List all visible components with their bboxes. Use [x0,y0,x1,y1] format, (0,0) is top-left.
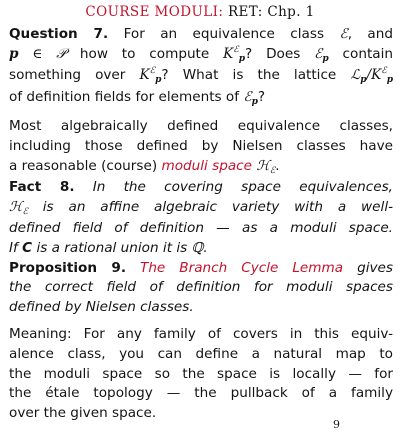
slide-header [0,4,400,20]
page-number: 9 [333,418,340,431]
proposition-9-text: defined by Nielsen classes. [9,298,194,315]
math-k-e-p: $K^ℰ_p$ [139,66,162,86]
math-e-p: ℰ$_p$ [314,45,329,64]
fact-8-text: . [203,239,208,256]
meaning-paragraph [9,325,393,423]
math-e-p: ℰ$_p$ [243,88,258,107]
meaning-line: the étale topology — the pullback of a family [9,385,393,402]
math-q-blackboard: ℚ [191,239,204,256]
fact-8 [9,178,393,258]
math-h-e: ℋ$_ℰ$ [256,157,276,176]
math-k-e-p: $K^ℰ_p$ [223,44,246,64]
question-7-text: ? Does [245,45,301,62]
question-7-text: of definition fields for elements of [9,88,240,105]
meaning-line: the moduli space so the space is locally — for [9,365,393,382]
moduli-paragraph-line: including those defined by Nielsen classes have [9,137,393,154]
proposition-9 [9,259,393,318]
math-h-e: ℋ$_ℰ$ [9,198,28,217]
fact-8-text: In the covering space equivalences, [92,179,393,196]
math-p-bold: p [9,45,19,62]
slide-content [9,25,393,423]
fact-8-text: If [9,239,18,256]
question-7-text: contain [342,45,393,62]
proposition-9-text: gives [357,259,393,276]
question-7-text: how to compute [79,45,210,62]
moduli-paragraph-text: a reasonable (course) [9,157,158,174]
question-7-text: ? [257,88,266,105]
meaning-line: Meaning: For any family of covers in this equiv- [9,326,393,343]
meaning-line: alence class, you can define a natural map to [9,345,393,362]
question-7-text: For an equivalence class [123,26,325,42]
fact-8-text: defined field of definition — as a moduli space. [9,220,393,237]
proposition-9-text: the correct field of definition for moduli spaces [9,279,393,296]
math-in-p: ∈ 𝒫 [32,45,67,62]
fact-8-label: Fact 8. [9,179,75,196]
header-chapter: RET: Chp. 1 [227,4,315,20]
question-7-text: something over [9,67,126,84]
moduli-paragraph-text: . [275,157,280,174]
question-7-label: Question 7. [9,26,109,42]
question-7-text: , and [347,26,394,42]
proposition-9-label: Proposition 9. [9,259,127,276]
meaning-line: over the given space. [9,404,157,421]
question-7 [9,25,393,109]
branch-cycle-lemma-term: The Branch Cycle Lemma [140,259,344,276]
header-course-title: COURSE MODULI: [85,4,224,20]
math-c-bold: C [22,239,33,256]
moduli-paragraph [9,117,393,178]
math-script-e: ℰ [339,26,348,42]
fact-8-text: is a rational union it is [36,239,188,256]
moduli-paragraph-line: Most algebraically defined equivalence classes, [9,118,393,135]
question-7-text: ? What is the lattice [161,67,337,84]
moduli-space-term: moduli space [161,157,253,174]
math-lattice-l-p-over-k: $ℒ_p/K^ℰ_p$ [350,66,393,86]
fact-8-text: is an affine algebraic variety with a well- [42,198,394,215]
